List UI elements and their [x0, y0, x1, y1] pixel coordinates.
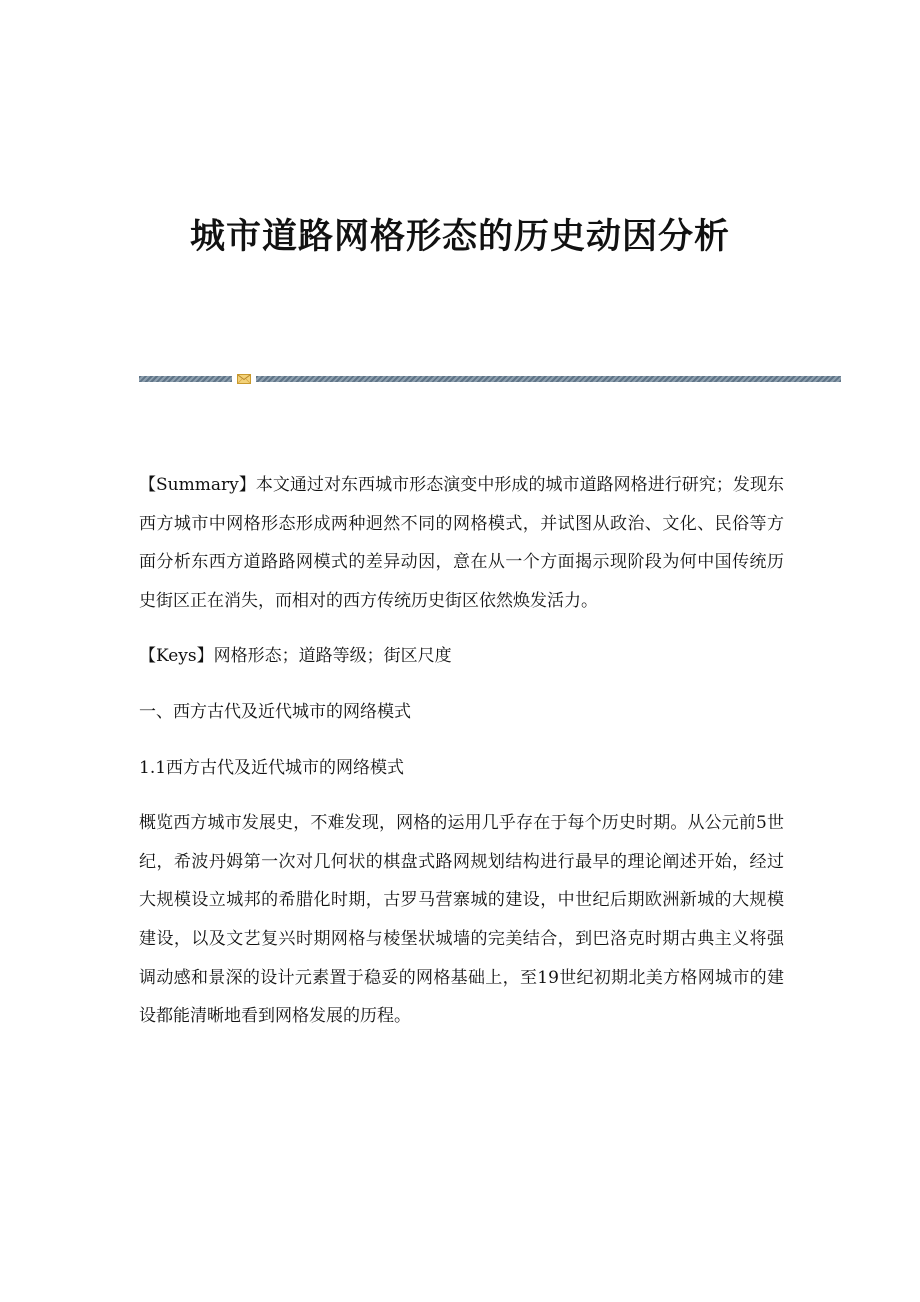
divider-bar-right: [256, 376, 841, 382]
body-paragraph: 概览西方城市发展史，不难发现，网格的运用几乎存在于每个历史时期。从公元前5世纪，希波丹姆第一次对几何状的棋盘式路网规划结构进行最早的理论阐述开始，经过大规模设立城邦的希腊化时期，古罗马营寨城的建设，中世纪后期欧洲新城的大规模建设，以及文艺复兴时期网格与棱堡状城墙的完美结合，到巴洛克时期古典主义将强调动感和景深的设计元素置于稳妥的网格基础上，至19世纪初期北美方格网城市的建设都能清晰地看到网格发展的历程。: [139, 813, 784, 1027]
divider-bar-left: [139, 376, 232, 382]
diamond-ornament-icon: [237, 374, 251, 384]
document-title: 城市道路网格形态的历史动因分析: [189, 216, 730, 257]
keys-line: 【Keys】网格形态；道路等级；街区尺度: [139, 646, 452, 667]
section-heading: 一、西方古代及近代城市的网络模式: [139, 701, 411, 722]
title-divider: [139, 375, 841, 383]
document-body: [139, 466, 784, 1053]
summary-paragraph: 【Summary】本文通过对东西城市形态演变中形成的城市道路网格进行研究；发现东西方城市中网格形态形成两种迥然不同的网格模式，并试图从政治、文化、民俗等方面分析东西方道路路网模式的差异动因，意在从一个方面揭示现阶段为何中国传统历史街区正在消失，而相对的西方传统历史街区依然焕发活力。: [139, 475, 784, 611]
subsection-heading: 1.1西方古代及近代城市的网络模式: [139, 757, 405, 778]
